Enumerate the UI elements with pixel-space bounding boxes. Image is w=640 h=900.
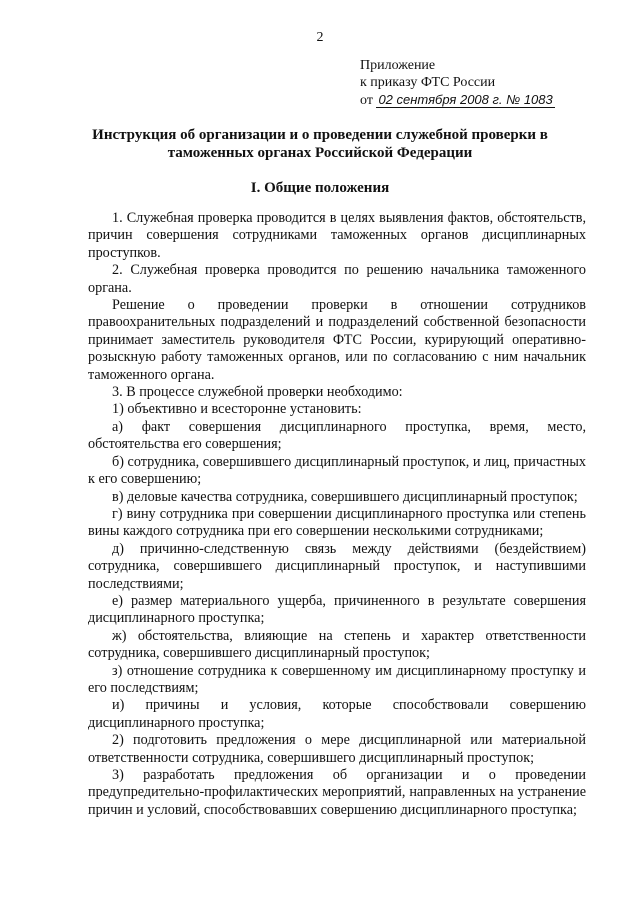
appendix-line2: к приказу ФТС России — [360, 75, 496, 90]
paragraph: ж) обстоятельства, влияющие на степень и характер ответственности сотрудника, совершившего дисциплинарный проступок; — [88, 627, 586, 662]
appendix-line1: Приложение — [360, 58, 436, 73]
appendix-block — [360, 57, 555, 109]
paragraph: д) причинно-следственную связь между действиями (бездействием) сотрудника, совершившего дисциплинарный проступок, и наступившими последствиями; — [88, 540, 586, 592]
paragraph: Решение о проведении проверки в отношении сотрудников правоохранительных подразделений и подразделений собственной безопасности принимает заместитель руководителя ФТС России, курирующий оперативно-розыскную работу таможенных органов, или по согласованию с ним начальник таможенного органа. — [88, 297, 586, 383]
appendix-registration — [360, 91, 555, 109]
paragraph: 3. В процессе служебной проверки необходимо: — [112, 384, 403, 401]
section-heading: I. Общие положения — [250, 180, 390, 196]
paragraph: 3) разработать предложения об организации и о проведении предупредительно-профилактических мероприятий, направленных на устранение причин и условий, способствовавших совершению дисциплинарного проступка; — [88, 767, 586, 818]
paragraph: 1) объективно и всесторонне установить: — [112, 401, 362, 418]
paragraph: 1. Служебная проверка проводится в целях выявления фактов, обстоятельств, причин совершения сотрудниками таможенных органов дисциплинарных проступков. — [88, 210, 586, 261]
appendix-prefix: от — [360, 93, 373, 108]
paragraph: 2. Служебная проверка проводится по решению начальника таможенного органа. — [88, 262, 586, 296]
paragraph: и) причины и условия, которые способствовали совершению дисциплинарного проступка; — [88, 697, 586, 731]
paragraph: в) деловые качества сотрудника, совершившего дисциплинарный проступок; — [112, 488, 578, 505]
document-title: Инструкция об организации и о проведении служебной проверки в таможенных органах Российской Федерации — [92, 127, 548, 161]
paragraph: г) вину сотрудника при совершении дисциплинарного проступка или степень вины каждого сотрудника при его совершении несколькими сотрудниками; — [88, 505, 586, 540]
appendix-date: 02 сентября 2008 г. № 1083 — [378, 92, 553, 107]
paragraph: 2) подготовить предложения о мере дисциплинарной или материальной ответственности сотрудника, совершившего дисциплинарный проступок; — [88, 732, 586, 766]
paragraph: з) отношение сотрудника к совершенному им дисциплинарному проступку и его последствиям; — [88, 662, 586, 696]
paragraph: а) факт совершения дисциплинарного проступка, время, место, обстоятельства его совершения; — [88, 418, 586, 453]
document-body — [88, 210, 586, 819]
paragraph: е) размер материального ущерба, причиненного в результате совершения дисциплинарного проступка; — [88, 592, 586, 627]
paragraph: б) сотрудника, совершившего дисциплинарный проступок, и лиц, причастных к его совершению; — [88, 453, 586, 488]
page-number: 2 — [316, 30, 324, 45]
